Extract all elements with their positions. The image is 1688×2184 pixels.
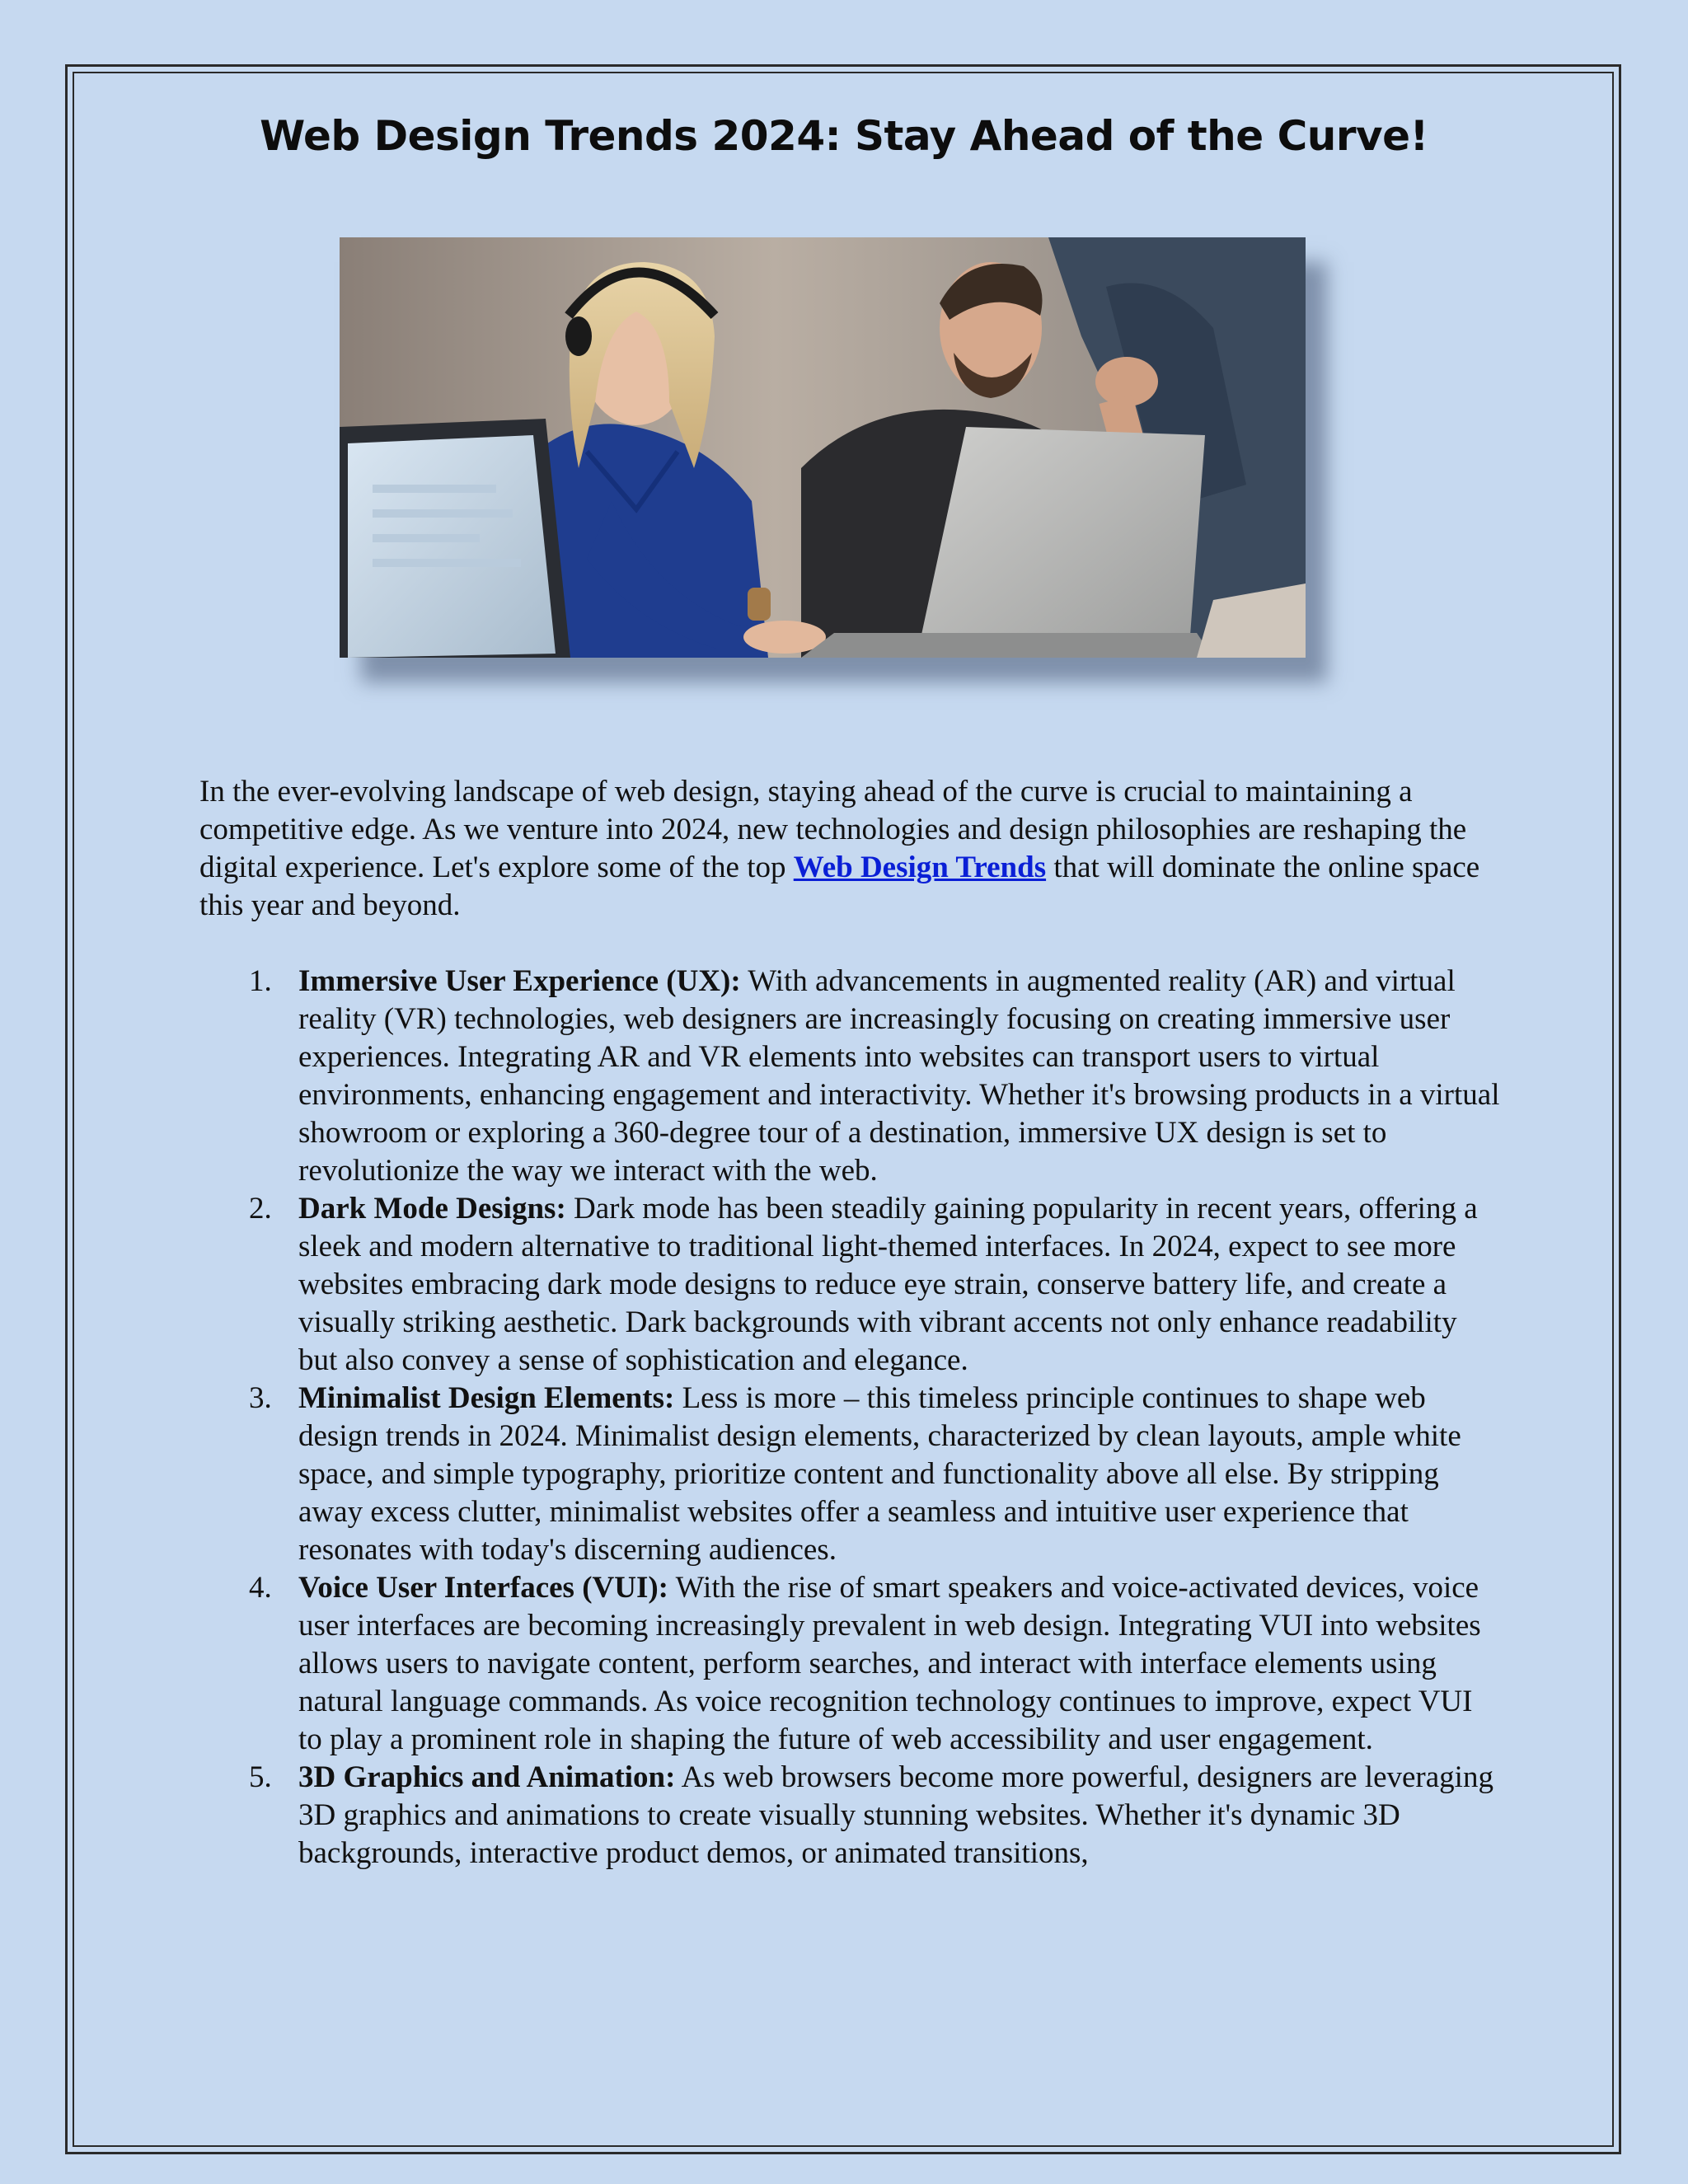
hero-image (340, 237, 1306, 658)
list-item-number: 2. (249, 1192, 272, 1226)
list-item-number: 1. (249, 964, 272, 998)
list-item-heading: Dark Mode Designs: (298, 1192, 566, 1226)
list-item-text: Less is more – this timeless principle continues to shape web design trends in 2024. Minimalist design elements, characterized by clean layouts, ample white space, and simple typography, prioritize content and functionality above all else. By stripping away excess clutter, minimalist websites offer a seamless and intuitive user experience that resonates with today's discerning audiences. (298, 1381, 1461, 1567)
web-design-trends-link[interactable]: Web Design Trends (793, 851, 1047, 884)
list-item-text: With the rise of smart speakers and voice-activated devices, voice user interfaces are becoming increasingly prevalent in web design. Integrating VUI into websites allows users to navigate content, perform searches, and interact with interface elements using natural language commands. As voice recognition technology continues to improve, expect VUI to play a prominent role in shaping the future of web accessibility and user engagement. (298, 1571, 1481, 1756)
list-item-number: 3. (249, 1381, 272, 1415)
list-item-text: As web browsers become more powerful, designers are leveraging 3D graphics and animations to create visually stunning websites. Whether it's dynamic 3D backgrounds, interactive product demos, or animated transitions, (298, 1760, 1493, 1870)
list-item (199, 1569, 1502, 1759)
page-title: Web Design Trends 2024: Stay Ahead of the Curve! (260, 112, 1428, 160)
list-item (199, 1190, 1502, 1380)
list-item-heading: Immersive User Experience (UX): (298, 964, 741, 998)
intro-paragraph (199, 773, 1485, 925)
intro-text-before: In the ever-evolving landscape of web design, staying ahead of the curve is crucial to maintaining a competitive edge. As we venture into 2024, new technologies and design philosophies are reshaping the digital experience. Let's explore some of the top (199, 775, 1467, 884)
list-item (199, 963, 1502, 1190)
intro-text-after: that will dominate the online space this year and beyond. (199, 851, 1480, 922)
list-item-text: Dark mode has been steadily gaining popularity in recent years, offering a sleek and modern alternative to traditional light-themed interfaces. In 2024, expect to see more websites embracing dark mode designs to reduce eye strain, conserve battery life, and create a visually striking aesthetic. Dark backgrounds with vibrant accents not only enhance readability but also convey a sense of sophistication and elegance. (298, 1192, 1478, 1377)
list-item-heading: Voice User Interfaces (VUI): (298, 1571, 669, 1605)
list-item-text: With advancements in augmented reality (AR) and virtual reality (VR) technologies, web designers are increasingly focusing on creating immersive user experiences. Integrating AR and VR elements into websites can transport users to virtual environments, enhancing engagement and interactivity. Whether it's browsing products in a virtual showroom or exploring a 360-degree tour of a destination, immersive UX design is set to revolutionize the way we interact with the web. (298, 964, 1500, 1188)
list-item-number: 5. (249, 1760, 272, 1794)
list-item (199, 1759, 1502, 1872)
list-item (199, 1380, 1502, 1569)
trends-list (199, 963, 1502, 1872)
list-item-number: 4. (249, 1571, 272, 1605)
list-item-heading: 3D Graphics and Animation: (298, 1760, 676, 1794)
hero-photo (340, 237, 1306, 658)
list-item-heading: Minimalist Design Elements: (298, 1381, 675, 1415)
